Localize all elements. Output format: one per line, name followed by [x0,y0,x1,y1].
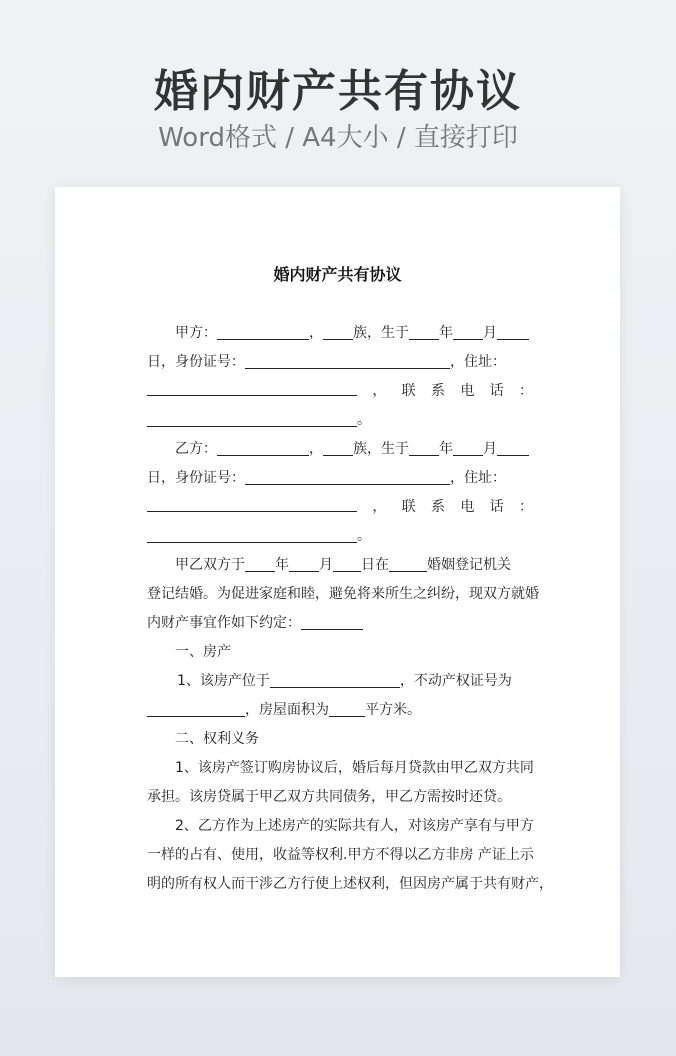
document-page [55,187,620,977]
document-body [147,319,553,899]
phone-char: 联 [401,383,416,399]
party-b-address-label: ，住址： [450,470,506,486]
party-a-month-blank [453,321,483,340]
agreement-blank [301,611,363,630]
phone-comma: ， [372,499,387,515]
party-a-ethnicity-blank [323,321,353,340]
property-cert-blank [147,698,245,717]
party-b-id-label: 身份证号： [175,470,245,486]
party-b-id-blank [245,466,450,485]
party-a-phone-blank [147,408,357,427]
marriage-day-label: 日在 [361,557,389,573]
section-1-heading: 一、房产 [175,644,231,660]
section-2-item-2-line-1: 2、乙方作为上述房产的实际共有人，对该房产享有与甲方 [175,818,534,834]
banner-subtitle: Word格式 / A4大小 / 直接打印 [158,123,518,153]
party-a-address-blank [147,377,357,396]
phone-char: 系 [430,383,445,399]
phone-colon: ： [518,383,533,399]
registry-blank [389,553,427,572]
party-a-day-label: 日， [147,354,175,370]
phone-char: 电 [460,499,475,515]
party-a-label: 甲方： [175,325,217,341]
party-b-end: 。 [357,528,371,544]
phone-colon: ： [518,499,533,515]
party-a-ethnicity-label: 族， [353,325,381,341]
party-b-born-label: 生于 [381,441,409,457]
party-b-address-blank [147,493,357,512]
phone-char: 联 [401,499,416,515]
property-area-label: ，房屋面积为 [245,702,329,718]
document-title: 婚内财产共有协议 [273,265,402,284]
intro-line-1 [147,551,533,580]
phone-comma: ， [372,383,387,399]
party-a-line-3 [147,377,533,406]
party-b-phone-blank [147,524,357,543]
party-a-day-blank [497,321,529,340]
phone-char: 话 [489,499,504,515]
section-2-item-2-line-2: 一样的占有、使用，收益等权利.甲方不得以乙方非房 产证上示 [147,847,534,863]
phone-char: 话 [489,383,504,399]
property-area-unit: 平方米。 [365,702,421,718]
property-location-blank [270,669,400,688]
party-a-line-1: 甲方： ， 族，生于 年 月 [147,319,533,348]
section-1-item-1-line-1 [147,667,533,696]
party-b-label: 乙方： [175,441,217,457]
party-b-line-4 [147,522,533,551]
marriage-day-blank [333,553,361,572]
marriage-month-blank [289,553,319,572]
intro-line-3 [147,609,533,638]
section-1-item-1-line-2 [147,696,533,725]
party-b-ethnicity-label: 族， [353,441,381,457]
party-b-line-1: 乙方： ， 族，生于 年 月 [147,435,533,464]
intro-text: 甲乙双方于 [175,557,245,573]
property-area-blank [329,698,365,717]
party-a-address-label: ，住址： [450,354,506,370]
registry-label: 婚姻登记机关 [427,557,511,573]
property-location-label: 1、该房产位于 [177,673,270,689]
party-a-name-blank [217,321,309,340]
phone-char: 电 [460,383,475,399]
intro-line-2: 登记结婚。为促进家庭和睦，避免将来所生之纠纷，现双方就婚 [147,586,539,602]
party-a-born-label: 生于 [381,325,409,341]
party-a-line-4 [147,406,533,435]
party-a-year-blank [409,321,439,340]
party-b-line-2 [147,464,533,493]
marriage-year-blank [245,553,275,572]
marriage-month-label: 月 [319,557,333,573]
section-2-item-2-line-3: 明的所有权人而干涉乙方行使上述权利，但因房产属于共有财产， [147,876,553,892]
party-b-day-label: 日， [147,470,175,486]
party-a-end: 。 [357,412,371,428]
party-b-month-blank [453,437,483,456]
party-b-line-3 [147,493,533,522]
banner-title: 婚内财产共有协议 [154,66,522,117]
section-2-item-1-line-2: 承担。该房贷属于甲乙双方共同债务，甲乙方需按时还贷。 [147,789,511,805]
party-b-year-label: 年 [439,441,453,457]
intro-line-3-text: 内财产事宜作如下约定： [147,615,301,631]
party-a-month-label: 月 [483,325,497,341]
party-b-day-blank [497,437,529,456]
marriage-year-label: 年 [275,557,289,573]
party-a-id-blank [245,350,450,369]
party-b-month-label: 月 [483,441,497,457]
party-b-ethnicity-blank [323,437,353,456]
section-2-heading: 二、权利义务 [175,731,259,747]
property-cert-label: ，不动产权证号为 [399,673,512,689]
party-a-id-label: 身份证号： [175,354,245,370]
party-a-line-2 [147,348,533,377]
party-b-name-blank [217,437,309,456]
section-2-item-1-line-1: 1、该房产签订购房协议后，婚后每月贷款由甲乙双方共同 [175,760,534,776]
party-b-year-blank [409,437,439,456]
phone-char: 系 [430,499,445,515]
party-a-year-label: 年 [439,325,453,341]
